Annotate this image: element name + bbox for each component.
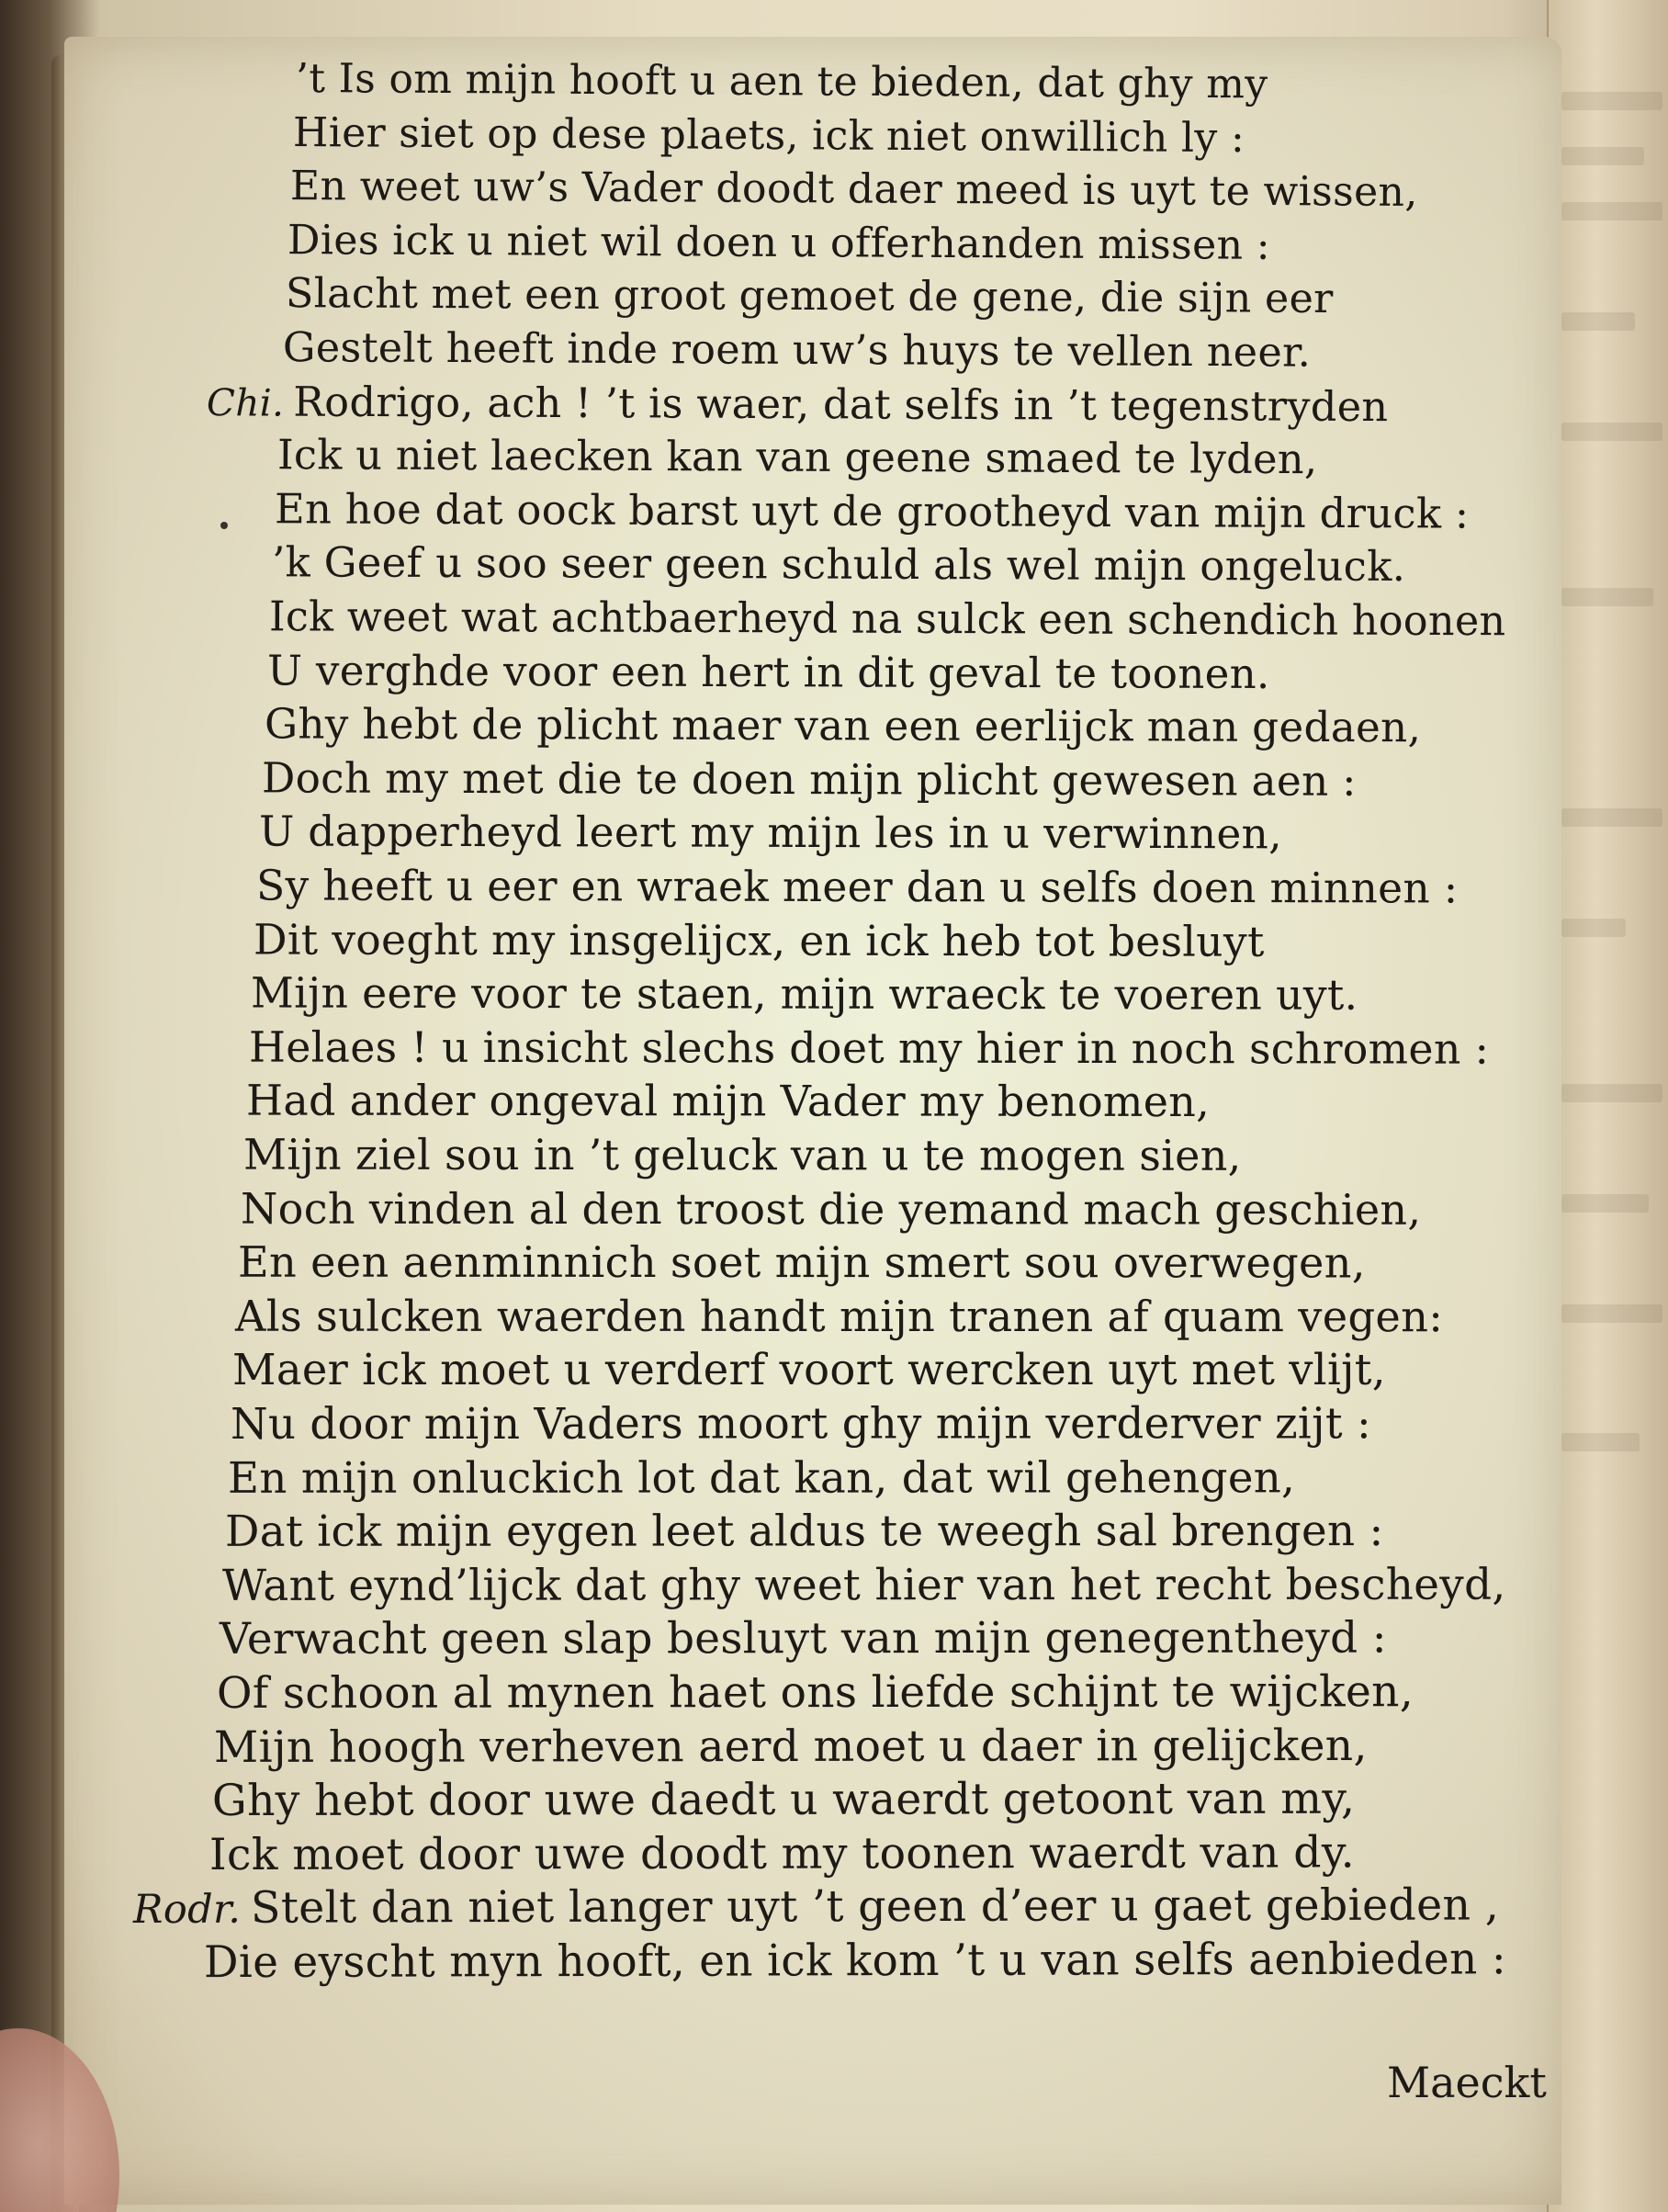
speaker-label: Chi. xyxy=(206,381,285,425)
verse-line-text: Gestelt heeft inde roem uw’s huys te vellen neer. xyxy=(282,323,1312,377)
verse-line-text: Helaes ! u insicht slechs doet my hier in noch schromen : xyxy=(248,1022,1489,1075)
verse-line-text: Verwacht geen slap besluyt van mijn genegentheyd : xyxy=(220,1613,1388,1665)
verse-line-text: Ghy hebt door uwe daedt u waerdt getoont van my, xyxy=(211,1773,1355,1827)
verse-line-text: Want eynd’lijck dat ghy weet hier van het recht bescheyd, xyxy=(221,1559,1506,1611)
verse-line-text: Ick moet door uwe doodt my toonen waerdt van dy. xyxy=(208,1827,1355,1880)
verse-line-text: Maer ick moet u verderf voort wercken uyt met vlijt, xyxy=(232,1345,1387,1395)
verse-line xyxy=(275,485,1470,538)
verse-line-text: U verghde voor een hert in dit geval te toonen. xyxy=(266,646,1270,698)
verse-line xyxy=(272,539,1405,592)
verse-line-text: Ick weet wat achtbaerheyd na sulck een schendich hoonen xyxy=(269,592,1506,646)
ink-mark xyxy=(220,522,228,529)
verse-line-text: Hier siet op dese plaets, ick niet onwillich ly : xyxy=(292,108,1245,162)
verse-line-text: En mijn onluckich lot dat kan, dat wil gehengen, xyxy=(227,1452,1295,1504)
verse-line-text: Mijn ziel sou in ’t geluck van u te mogen sien, xyxy=(242,1130,1242,1181)
verse-line xyxy=(217,1666,1414,1719)
verse-line-text: En weet uw’s Vader doodt daer meed is uyt te wissen, xyxy=(290,163,1419,217)
verse-line-text: Doch my met die te doen mijn plicht gewesen aen : xyxy=(261,754,1357,806)
verse-line-text: Mijn hoogh verheven aerd moet u daer in gelijcken, xyxy=(214,1720,1369,1773)
verse-line xyxy=(225,1507,1384,1558)
verse-line xyxy=(220,1613,1387,1665)
verse-line xyxy=(212,1774,1355,1827)
verse-line-text: Ick u niet laecken kan van geene smaed te lyden, xyxy=(276,431,1318,484)
verse-line xyxy=(222,1560,1506,1612)
verse-line xyxy=(266,647,1269,699)
verse-line-text: Dies ick u niet wil doen u offerhanden missen : xyxy=(287,216,1271,269)
verse-line xyxy=(235,1292,1443,1342)
verse-line xyxy=(277,432,1318,485)
verse-line xyxy=(262,754,1357,807)
verse-line xyxy=(265,700,1421,752)
verse-line xyxy=(251,969,1358,1021)
verse-line-text: Had ander ongeval mijn Vader my benomen, xyxy=(245,1077,1210,1127)
verse-line-text: Sy heeft u eer en wraek meer dan u selfs doen minnen : xyxy=(256,862,1459,913)
verse-line xyxy=(246,1077,1210,1128)
verse-line xyxy=(285,270,1333,323)
speaker-label: Rodr. xyxy=(132,1887,242,1934)
verse-line xyxy=(241,1184,1421,1236)
verse-line xyxy=(133,1880,1499,1936)
verse-line-text: Ghy hebt de plicht maer van een eerlijck man gedaen, xyxy=(264,700,1421,752)
verse-line xyxy=(293,109,1245,163)
verse-line xyxy=(290,163,1418,217)
verse-line xyxy=(207,378,1389,433)
verse-line xyxy=(214,1721,1368,1774)
verse-line-text: Nu door mijn Vaders moort ghy mijn verderver zijt : xyxy=(230,1399,1371,1450)
verse-line-text: Noch vinden al den troost die yemand mach geschien, xyxy=(240,1184,1422,1235)
verse-line-text: Rodrigo, ach ! ’t is waer, dat selfs in ’t tegenstryden xyxy=(293,378,1389,431)
verse-line xyxy=(269,592,1506,646)
verse-line xyxy=(256,862,1459,914)
verse-line xyxy=(238,1238,1366,1289)
verse-line xyxy=(232,1346,1386,1396)
verse-line xyxy=(204,1934,1506,1989)
verse-line xyxy=(283,324,1311,378)
verse-line xyxy=(228,1453,1295,1505)
verse-line xyxy=(243,1131,1242,1182)
verse-line-text: Die eyscht myn hooft, en ick kom ’t u van selfs aenbieden : xyxy=(203,1934,1506,1988)
verse-line xyxy=(296,55,1268,108)
verse-line-text: En een aenminnich soet mijn smert sou overwegen, xyxy=(238,1237,1366,1289)
verse-line xyxy=(254,916,1265,967)
verse-line-text: Dat ick mijn eygen leet aldus te weegh sal brengen : xyxy=(224,1506,1384,1557)
verse-line-text: Mijn eere voor te staen, mijn wraeck te voeren uyt. xyxy=(251,969,1358,1021)
verse-line-text: ’t Is om mijn hooft u aen te bieden, dat ghy my xyxy=(295,55,1268,108)
verse-line-text: Stelt dan niet langer uyt ’t geen d’eer u gaet gebieden , xyxy=(250,1879,1500,1934)
verse-line-text: Slacht met een groot gemoet de gene, die sijn eer xyxy=(285,270,1334,323)
verse-line-text: ’k Geef u soo seer geen schuld als wel mijn ongeluck. xyxy=(272,538,1406,592)
verse-line xyxy=(209,1827,1355,1881)
verse-line xyxy=(287,217,1270,270)
verse-line-text: Dit voeght my insgelijcx, en ick heb tot besluyt xyxy=(254,915,1265,966)
verse-line-text: U dapperheyd leert my mijn les in u verwinnen, xyxy=(258,807,1282,860)
verse-line xyxy=(259,808,1282,861)
catchword: Maeckt xyxy=(1387,2058,1547,2107)
verse-line xyxy=(249,1023,1489,1075)
verse-line-text: Of schoon al mynen haet ons liefde schijnt te wijcken, xyxy=(217,1666,1414,1719)
verse-line xyxy=(231,1399,1371,1450)
verse-line-text: En hoe dat oock barst uyt de grootheyd van mijn druck : xyxy=(275,485,1470,538)
verse-line-text: Als sulcken waerden handt mijn tranen af quam vegen: xyxy=(235,1292,1444,1342)
